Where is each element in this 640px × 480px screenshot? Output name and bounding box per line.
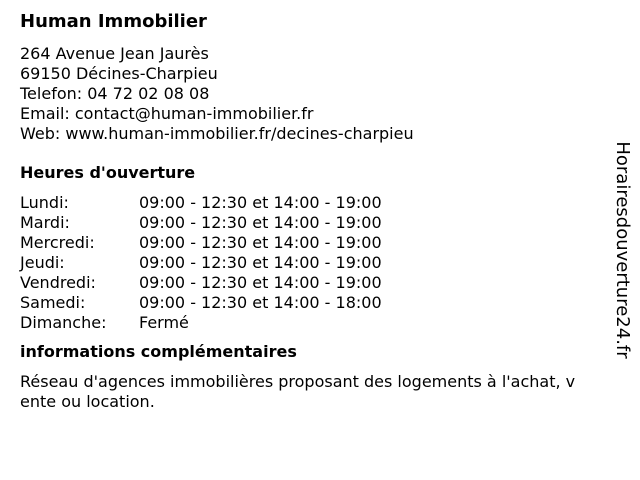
hours-value: 09:00 - 12:30 et 14:00 - 18:00 xyxy=(139,293,382,312)
hours-row-saturday xyxy=(20,293,600,313)
phone-line: Telefon: 04 72 02 08 08 xyxy=(20,84,210,103)
additional-info-text: Réseau d'agences immobilières proposant des logements à l'achat, vente ou location. xyxy=(20,372,576,411)
hours-row-thursday xyxy=(20,253,600,273)
day-label: Mardi: xyxy=(20,213,70,232)
hours-row-monday xyxy=(20,193,600,213)
day-label: Samedi: xyxy=(20,293,86,312)
hours-row-tuesday xyxy=(20,213,600,233)
opening-hours-table xyxy=(20,193,600,333)
email-line: Email: contact@human-immobilier.fr xyxy=(20,104,314,123)
hours-value: 09:00 - 12:30 et 14:00 - 19:00 xyxy=(139,253,382,272)
day-label: Mercredi: xyxy=(20,233,95,252)
address-city: 69150 Décines-Charpieu xyxy=(20,64,218,83)
hours-row-wednesday xyxy=(20,233,600,253)
hours-value: 09:00 - 12:30 et 14:00 - 19:00 xyxy=(139,233,382,252)
hours-value: 09:00 - 12:30 et 14:00 - 19:00 xyxy=(139,273,382,292)
day-label: Lundi: xyxy=(20,193,69,212)
day-label: Jeudi: xyxy=(20,253,65,272)
additional-info-heading: informations complémentaires xyxy=(20,342,297,361)
business-name: Human Immobilier xyxy=(20,11,207,32)
day-label: Vendredi: xyxy=(20,273,96,292)
hours-row-friday xyxy=(20,273,600,293)
hours-value: Fermé xyxy=(139,313,189,332)
hours-value: 09:00 - 12:30 et 14:00 - 19:00 xyxy=(139,193,382,212)
day-label: Dimanche: xyxy=(20,313,107,332)
business-card xyxy=(20,10,600,412)
site-watermark: Horairesdouverture24.fr xyxy=(612,141,633,359)
address-street: 264 Avenue Jean Jaurès xyxy=(20,44,209,63)
hours-row-sunday xyxy=(20,313,600,333)
web-line: Web: www.human-immobilier.fr/decines-charpieu xyxy=(20,124,414,143)
hours-value: 09:00 - 12:30 et 14:00 - 19:00 xyxy=(139,213,382,232)
opening-hours-heading: Heures d'ouverture xyxy=(20,163,196,182)
